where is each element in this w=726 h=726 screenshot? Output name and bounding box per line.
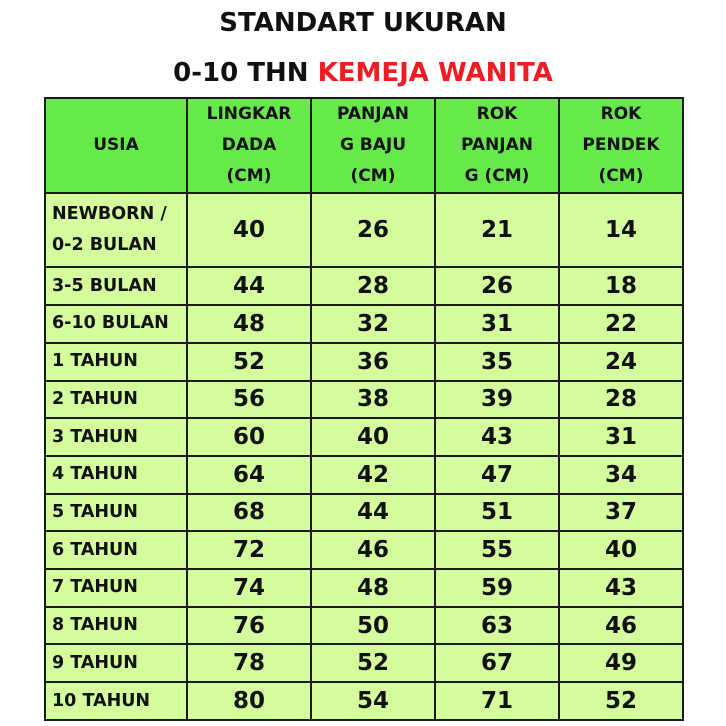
- cell-rok-panjang: 63: [435, 607, 559, 645]
- size-table: [44, 97, 684, 721]
- table-row: [45, 682, 683, 720]
- cell-usia: [45, 682, 187, 720]
- cell-rok-pendek: 28: [559, 381, 683, 419]
- chart-subtitle-prefix: 0-10 THN: [173, 58, 309, 88]
- cell-panjang-baju: 52: [311, 644, 435, 682]
- cell-panjang-baju: 38: [311, 381, 435, 419]
- chart-title: [0, 10, 726, 36]
- age-line: 9 TAHUN: [52, 652, 138, 673]
- cell-rok-panjang: 21: [435, 193, 559, 267]
- table-row: [45, 494, 683, 532]
- cell-usia: [45, 569, 187, 607]
- cell-rok-panjang: 51: [435, 494, 559, 532]
- cell-rok-panjang: 67: [435, 644, 559, 682]
- header-line: ROK: [600, 104, 642, 124]
- header-line: G BAJU: [339, 135, 407, 155]
- cell-panjang-baju: 32: [311, 305, 435, 343]
- table-row: [45, 607, 683, 645]
- table-header-row: [45, 98, 683, 193]
- cell-lingkar-dada: 72: [187, 531, 311, 569]
- cell-lingkar-dada: 76: [187, 607, 311, 645]
- age-line: 4 TAHUN: [52, 464, 138, 485]
- cell-usia: [45, 193, 187, 267]
- header-usia: [45, 98, 187, 193]
- age-line: 5 TAHUN: [52, 501, 138, 522]
- age-line: 1 TAHUN: [52, 351, 138, 372]
- cell-rok-panjang: 35: [435, 343, 559, 381]
- cell-lingkar-dada: 74: [187, 569, 311, 607]
- table-row: [45, 381, 683, 419]
- header-line: G (CM): [464, 166, 530, 186]
- cell-rok-panjang: 71: [435, 682, 559, 720]
- cell-lingkar-dada: 44: [187, 267, 311, 305]
- cell-lingkar-dada: 52: [187, 343, 311, 381]
- header-line: PANJAN: [337, 104, 409, 124]
- cell-lingkar-dada: 56: [187, 381, 311, 419]
- header-rok-pendek: [559, 98, 683, 193]
- cell-usia: [45, 343, 187, 381]
- age-line: 7 TAHUN: [52, 577, 138, 598]
- cell-usia: [45, 644, 187, 682]
- cell-rok-pendek: 31: [559, 418, 683, 456]
- cell-rok-pendek: 43: [559, 569, 683, 607]
- cell-panjang-baju: 48: [311, 569, 435, 607]
- header-rok-panjang: [435, 98, 559, 193]
- cell-rok-panjang: 59: [435, 569, 559, 607]
- cell-rok-panjang: 43: [435, 418, 559, 456]
- cell-rok-pendek: 18: [559, 267, 683, 305]
- table-row: [45, 418, 683, 456]
- header-line: ROK: [476, 104, 518, 124]
- cell-lingkar-dada: 78: [187, 644, 311, 682]
- cell-lingkar-dada: 64: [187, 456, 311, 494]
- header-line: LINGKAR: [206, 104, 292, 124]
- cell-rok-pendek: 22: [559, 305, 683, 343]
- cell-lingkar-dada: 40: [187, 193, 311, 267]
- age-line: 0-2 BULAN: [52, 235, 157, 256]
- age-line: NEWBORN /: [52, 204, 167, 225]
- age-line: 6-10 BULAN: [52, 313, 169, 334]
- age-line: 6 TAHUN: [52, 539, 138, 560]
- cell-panjang-baju: 40: [311, 418, 435, 456]
- age-line: 2 TAHUN: [52, 388, 138, 409]
- cell-rok-pendek: 52: [559, 682, 683, 720]
- header-line: USIA: [93, 135, 139, 155]
- cell-lingkar-dada: 80: [187, 682, 311, 720]
- cell-rok-panjang: 31: [435, 305, 559, 343]
- table-row: [45, 644, 683, 682]
- cell-usia: [45, 381, 187, 419]
- cell-rok-pendek: 14: [559, 193, 683, 267]
- header-line: PENDEK: [582, 135, 660, 155]
- cell-usia: [45, 267, 187, 305]
- cell-usia: [45, 305, 187, 343]
- cell-usia: [45, 607, 187, 645]
- cell-panjang-baju: 36: [311, 343, 435, 381]
- cell-rok-panjang: 55: [435, 531, 559, 569]
- cell-lingkar-dada: 48: [187, 305, 311, 343]
- cell-usia: [45, 531, 187, 569]
- age-line: 3-5 BULAN: [52, 275, 157, 296]
- cell-usia: [45, 456, 187, 494]
- table-row: [45, 456, 683, 494]
- cell-panjang-baju: 44: [311, 494, 435, 532]
- cell-panjang-baju: 42: [311, 456, 435, 494]
- age-line: 8 TAHUN: [52, 615, 138, 636]
- cell-panjang-baju: 26: [311, 193, 435, 267]
- cell-rok-panjang: 26: [435, 267, 559, 305]
- cell-lingkar-dada: 68: [187, 494, 311, 532]
- header-line: (CM): [350, 166, 396, 186]
- header-line: (CM): [226, 166, 272, 186]
- chart-title-text: STANDART UKURAN: [219, 8, 507, 38]
- cell-rok-pendek: 40: [559, 531, 683, 569]
- table-row: [45, 193, 683, 267]
- cell-lingkar-dada: 60: [187, 418, 311, 456]
- chart-subtitle-accent: KEMEJA WANITA: [317, 58, 553, 88]
- cell-panjang-baju: 46: [311, 531, 435, 569]
- cell-usia: [45, 418, 187, 456]
- header-panjang-baju: [311, 98, 435, 193]
- cell-rok-panjang: 39: [435, 381, 559, 419]
- cell-panjang-baju: 54: [311, 682, 435, 720]
- table-row: [45, 343, 683, 381]
- cell-rok-pendek: 49: [559, 644, 683, 682]
- table-row: [45, 305, 683, 343]
- cell-panjang-baju: 50: [311, 607, 435, 645]
- header-line: PANJAN: [461, 135, 533, 155]
- header-line: (CM): [598, 166, 644, 186]
- header-lingkar-dada: [187, 98, 311, 193]
- header-line: DADA: [221, 135, 277, 155]
- cell-usia: [45, 494, 187, 532]
- cell-panjang-baju: 28: [311, 267, 435, 305]
- table-row: [45, 267, 683, 305]
- cell-rok-pendek: 46: [559, 607, 683, 645]
- age-line: 3 TAHUN: [52, 426, 138, 447]
- cell-rok-pendek: 24: [559, 343, 683, 381]
- table-row: [45, 569, 683, 607]
- cell-rok-panjang: 47: [435, 456, 559, 494]
- age-line: 10 TAHUN: [52, 690, 151, 711]
- table-row: [45, 531, 683, 569]
- chart-subtitle: [0, 60, 726, 86]
- table-body: [45, 193, 683, 720]
- cell-rok-pendek: 34: [559, 456, 683, 494]
- cell-rok-pendek: 37: [559, 494, 683, 532]
